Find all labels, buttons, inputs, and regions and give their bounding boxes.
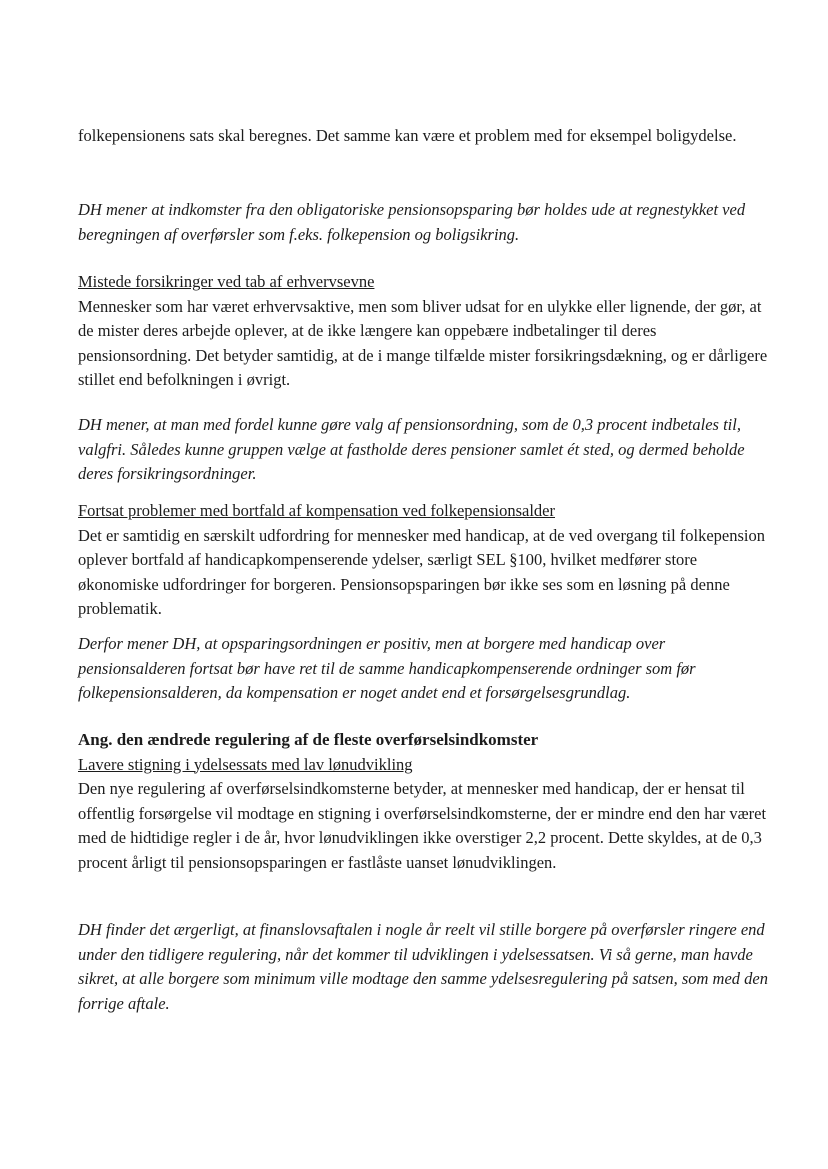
section-heading-regulering: Ang. den ændrede regulering af de fleste overførselsindkomster bbox=[78, 730, 539, 749]
paragraph-intro bbox=[78, 124, 768, 149]
dh-statement-1 bbox=[78, 198, 768, 247]
dh-statement-2-text: DH mener, at man med fordel kunne gøre valg af pensionsordning, som de 0,3 procent indbetales til, valgfri. Således kunne gruppen vælge at fastholde deres pensioner samlet ét sted, og dermed beholde deres forsikringsordninger. bbox=[78, 415, 745, 483]
section-heading-bortfald: Fortsat problemer med bortfald af kompensation ved folkepensionsalder bbox=[78, 501, 555, 520]
dh-statement-3-text: Derfor mener DH, at opsparingsordningen er positiv, men at borgere med handicap over pensionsalderen fortsat bør have ret til de samme handicapkompenserende ordninger som før folkepensionsalderen, da kompensation er noget andet end et forsørgelsesgrundlag. bbox=[78, 634, 696, 702]
section-regulering bbox=[78, 728, 768, 875]
dh-statement-1-text: DH mener at indkomster fra den obligatoriske pensionsopsparing bør holdes ude at regnestykket ved beregningen af overførsler som f.eks. folkepension og boligsikring. bbox=[78, 200, 746, 244]
dh-statement-3 bbox=[78, 632, 768, 706]
dh-statement-2 bbox=[78, 413, 768, 487]
subsection-heading-stigning: Lavere stigning i ydelsessats med lav lønudvikling bbox=[78, 754, 413, 774]
dh-statement-4 bbox=[78, 918, 768, 1016]
dh-statement-4-text: DH finder det ærgerligt, at finanslovsaftalen i nogle år reelt vil stille borgere på overførsler ringere end under den tidligere regulering, når det kommer til udviklingen i ydelsessatsen. Vi så gerne, man havde sikret, at alle borgere som minimum ville modtage den samme ydelsesregulering på satsen, som med den forrige aftale. bbox=[78, 920, 768, 1013]
intro-text: folkepensionens sats skal beregnes. Det samme kan være et problem med for eksempel boligydelse. bbox=[78, 126, 737, 145]
section-forsikringer bbox=[78, 270, 768, 393]
section-body-forsikringer: Mennesker som har været erhvervsaktive, men som bliver udsat for en ulykke eller lignende, der gør, at de mister deres arbejde oplever, at de ikke længere kan oppebære indbetalinger til deres pensionsordning. Det betyder samtidig, at de i mange tilfælde mister forsikringsdækning, og er dårligere stillet end befolkningen i øvrigt. bbox=[78, 296, 768, 389]
section-body-bortfald: Det er samtidig en særskilt udfordring for mennesker med handicap, at de ved overgang til folkepension oplever bortfald af handicapkompenserende ydelser, særligt SEL §100, hvilket medfører store økonomiske udfordringer for borgeren. Pensionsopsparingen bør ikke ses som en løsning på denne problematik. bbox=[78, 525, 766, 618]
section-heading-forsikringer: Mistede forsikringer ved tab af erhvervsevne bbox=[78, 272, 375, 291]
subsection-body-stigning: Den nye regulering af overførselsindkomsterne betyder, at mennesker med handicap, der er hensat til offentlig forsørgelse vil modtage en stigning i overførselsindkomsterne, der er mindre end den har været med de hidtidige regler i de år, hvor lønudviklingen ikke overstiger 2,2 procent. Dette skyldes, at de 0,3 procent årligt til pensionsopsparingen er fastlåste uanset lønudviklingen. bbox=[78, 779, 767, 872]
section-bortfald bbox=[78, 499, 768, 622]
